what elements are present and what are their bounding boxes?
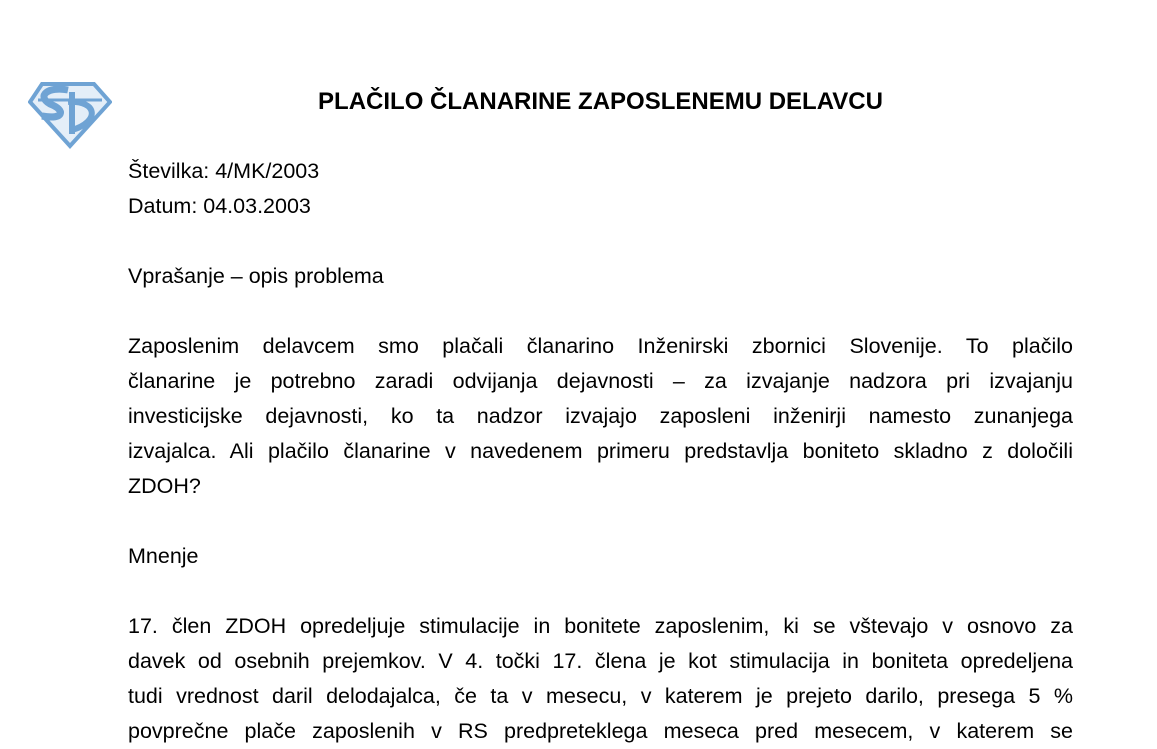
document-number: Številka: 4/MK/2003 [128,159,320,183]
document-title: PLAČILO ČLANARINE ZAPOSLENEMU DELAVCU [318,88,883,115]
question-heading: Vprašanje – opis problema [128,264,384,288]
opinion-line: 17. člen ZDOH opredeljuje stimulacije in bonitete zaposlenim, ki se vštevajo v osnovo za [128,614,1073,638]
opinion-heading: Mnenje [128,544,199,568]
question-line: ZDOH? [128,474,201,498]
question-line: investicijske dejavnosti, ko ta nadzor izvajajo zaposleni inženirji namesto zunanjega [128,404,1073,428]
opinion-line: davek od osebnih prejemkov. V 4. točki 17. člena je kot stimulacija in boniteta opredeljena [128,649,1073,673]
question-line: izvajalca. Ali plačilo članarine v navedenem primeru predstavlja boniteto skladno z določili [128,439,1073,463]
company-logo [28,78,112,150]
opinion-line: tudi vrednost daril delodajalca, če ta v mesecu, v katerem je prejeto darilo, presega 5 % [128,684,1073,708]
question-line: Zaposlenim delavcem smo plačali članarino Inženirski zbornici Slovenije. To plačilo [128,334,1073,358]
question-line: članarine je potrebno zaradi odvijanja dejavnosti – za izvajanje nadzora pri izvajanju [128,369,1073,393]
opinion-line: povprečne plače zaposlenih v RS predpreteklega meseca pred mesecem, v katerem se [128,719,1073,743]
document-date: Datum: 04.03.2003 [128,194,311,218]
